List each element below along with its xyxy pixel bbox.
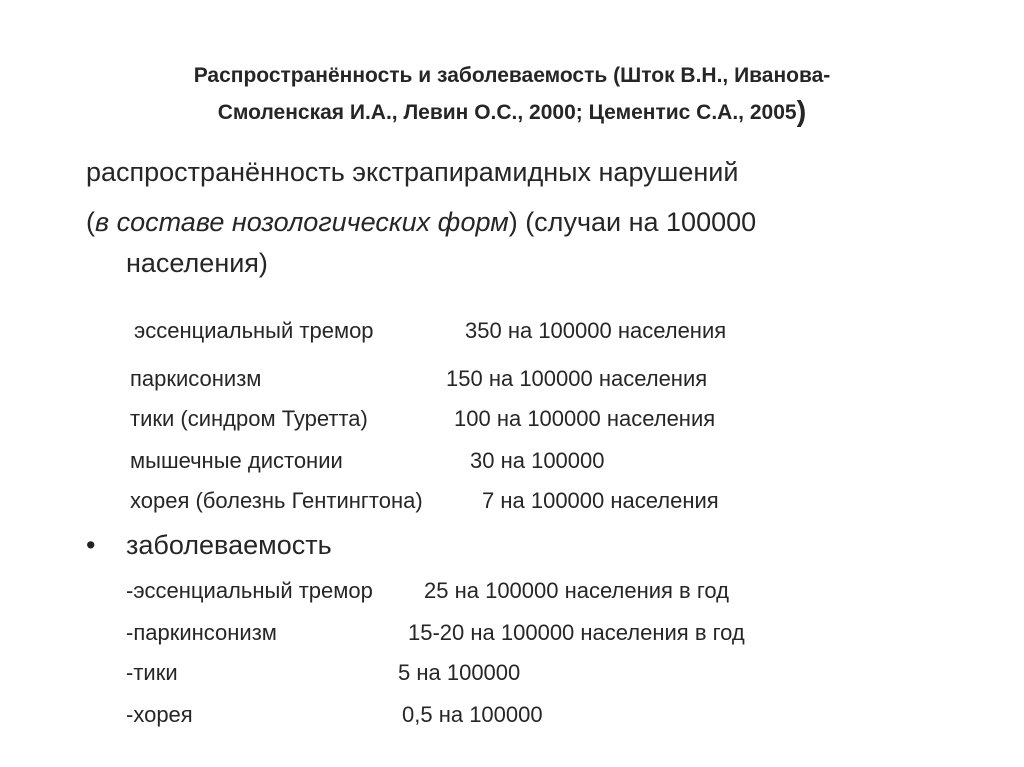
prev-item-value: 350 на 100000 населения — [465, 318, 727, 343]
title-line-2-text: Смоленская И.А., Левин О.С., 2000; Цементис С.А., 2005 — [217, 101, 797, 124]
inc-item-value: 0,5 на 100000 — [402, 702, 543, 727]
inc-item-name: -хорея — [126, 702, 193, 727]
prev-item-value: 150 на 100000 населения — [446, 366, 708, 391]
inc-item-name: -эссенциальный тремор — [126, 578, 373, 603]
prev-item-name: эссенциальный тремор — [134, 318, 374, 343]
prevalence-qualifier-cont: населения) — [126, 248, 268, 278]
title-line-2 — [80, 94, 944, 131]
inc-item-name: -паркинсонизм — [126, 620, 277, 645]
qualifier-rest: ) (случаи на 100000 — [508, 207, 757, 237]
prevalence-qualifier — [86, 207, 756, 238]
qualifier-open-paren: ( — [86, 207, 95, 237]
prev-item-name: мышечные дистонии — [130, 448, 343, 473]
inc-item-value: 25 на 100000 населения в год — [424, 578, 729, 603]
prevalence-heading: распространённость экстрапирамидных нарушений — [86, 157, 739, 187]
title-close-paren: ) — [796, 96, 807, 128]
incidence-heading: заболеваемость — [126, 530, 332, 560]
inc-item-value: 5 на 100000 — [398, 660, 521, 685]
inc-item-name: -тики — [126, 660, 178, 685]
prev-item-value: 7 на 100000 населения — [482, 488, 719, 513]
inc-item-value: 15-20 на 100000 населения в год — [408, 620, 745, 645]
prev-item-name: паркисонизм — [130, 366, 262, 391]
prev-item-value: 100 на 100000 населения — [454, 406, 716, 431]
qualifier-italic: в составе нозологических форм — [95, 207, 509, 237]
slide-title — [80, 57, 944, 131]
prev-item-value: 30 на 100000 — [470, 448, 605, 473]
title-line-1: Распространённость и заболеваемость (Шток В.Н., Иванова- — [193, 64, 831, 87]
prev-item-name: тики (синдром Туретта) — [130, 406, 368, 431]
prev-item-name: хорея (болезнь Гентингтона) — [130, 488, 423, 513]
bullet-icon: • — [86, 530, 96, 560]
